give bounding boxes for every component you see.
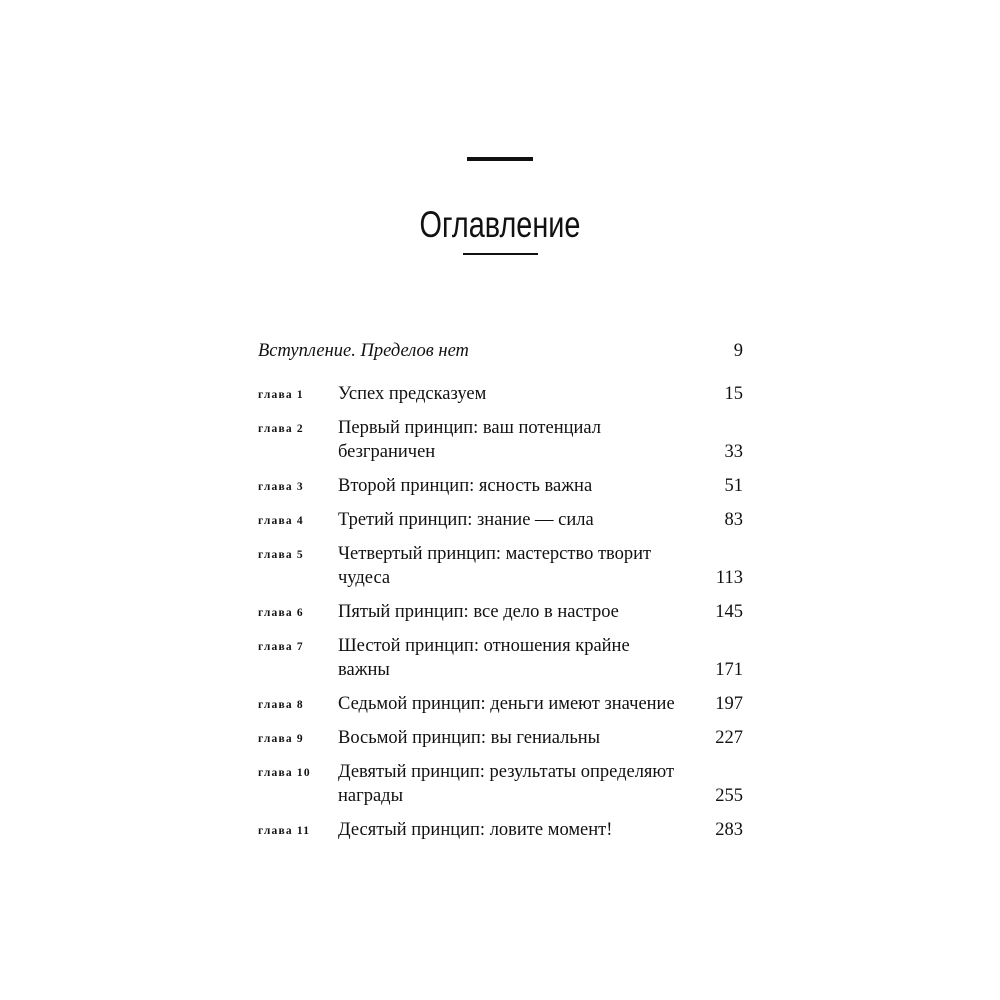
toc-entry-introduction[interactable] (258, 339, 743, 363)
toc-entry-chapter-7[interactable] (258, 634, 743, 682)
chapter-title: Четвертый принцип: мастерство творит чудеса (338, 544, 652, 588)
page-title: Оглавление (419, 204, 581, 245)
toc-entry-chapter-2[interactable] (258, 416, 743, 464)
chapter-page-number: 15 (724, 384, 743, 404)
chapter-page-number: 171 (715, 660, 743, 680)
chapter-label: глава 3 (258, 481, 304, 493)
chapter-title: Шестой принцип: отношения крайне важны (338, 636, 630, 680)
chapter-page-number: 145 (715, 602, 743, 622)
chapter-page-number: 283 (715, 820, 743, 840)
toc-entry-chapter-5[interactable] (258, 542, 743, 590)
chapter-title: Пятый принцип: все дело в настрое (338, 602, 619, 622)
chapter-label: глава 10 (258, 767, 311, 779)
chapter-title: Девятый принцип: результаты определяют награды (338, 762, 675, 806)
chapter-label: глава 8 (258, 699, 304, 711)
chapter-title: Седьмой принцип: деньги имеют значение (338, 694, 675, 714)
chapter-label: глава 1 (258, 389, 304, 401)
toc-entry-chapter-4[interactable] (258, 508, 743, 532)
title-underline (463, 253, 538, 255)
chapter-label: глава 7 (258, 641, 304, 653)
chapter-page-number: 113 (715, 568, 743, 588)
toc-entry-chapter-10[interactable] (258, 760, 743, 808)
chapter-label: глава 2 (258, 423, 304, 435)
chapter-page-number: 255 (715, 786, 743, 806)
chapter-title: Третий принцип: знание — сила (338, 510, 594, 530)
toc-entry-chapter-3[interactable] (258, 474, 743, 498)
chapter-title: Успех предсказуем (338, 384, 487, 404)
chapter-page-number: 33 (724, 442, 743, 462)
top-decorative-rule (467, 157, 533, 161)
chapter-label: глава 5 (258, 549, 304, 561)
table-of-contents (258, 339, 743, 852)
introduction-page-number: 9 (733, 341, 743, 361)
toc-entry-chapter-8[interactable] (258, 692, 743, 716)
chapter-label: глава 6 (258, 607, 304, 619)
chapter-label: глава 9 (258, 733, 304, 745)
chapter-title: Второй принцип: ясность важна (338, 476, 593, 496)
introduction-title: Вступление. Пределов нет (258, 341, 469, 361)
toc-entry-chapter-9[interactable] (258, 726, 743, 750)
chapter-title: Первый принцип: ваш потенциал безграничен (338, 418, 602, 462)
chapter-page-number: 227 (715, 728, 743, 748)
chapter-title: Восьмой принцип: вы гениальны (338, 728, 601, 748)
toc-entry-chapter-11[interactable] (258, 818, 743, 842)
chapter-page-number: 51 (724, 476, 743, 496)
toc-entry-chapter-6[interactable] (258, 600, 743, 624)
chapter-label: глава 4 (258, 515, 304, 527)
toc-entry-chapter-1[interactable] (258, 382, 743, 406)
chapter-page-number: 197 (715, 694, 743, 714)
chapter-page-number: 83 (724, 510, 743, 530)
chapter-label: глава 11 (258, 825, 311, 837)
chapter-title: Десятый принцип: ловите момент! (338, 820, 613, 840)
